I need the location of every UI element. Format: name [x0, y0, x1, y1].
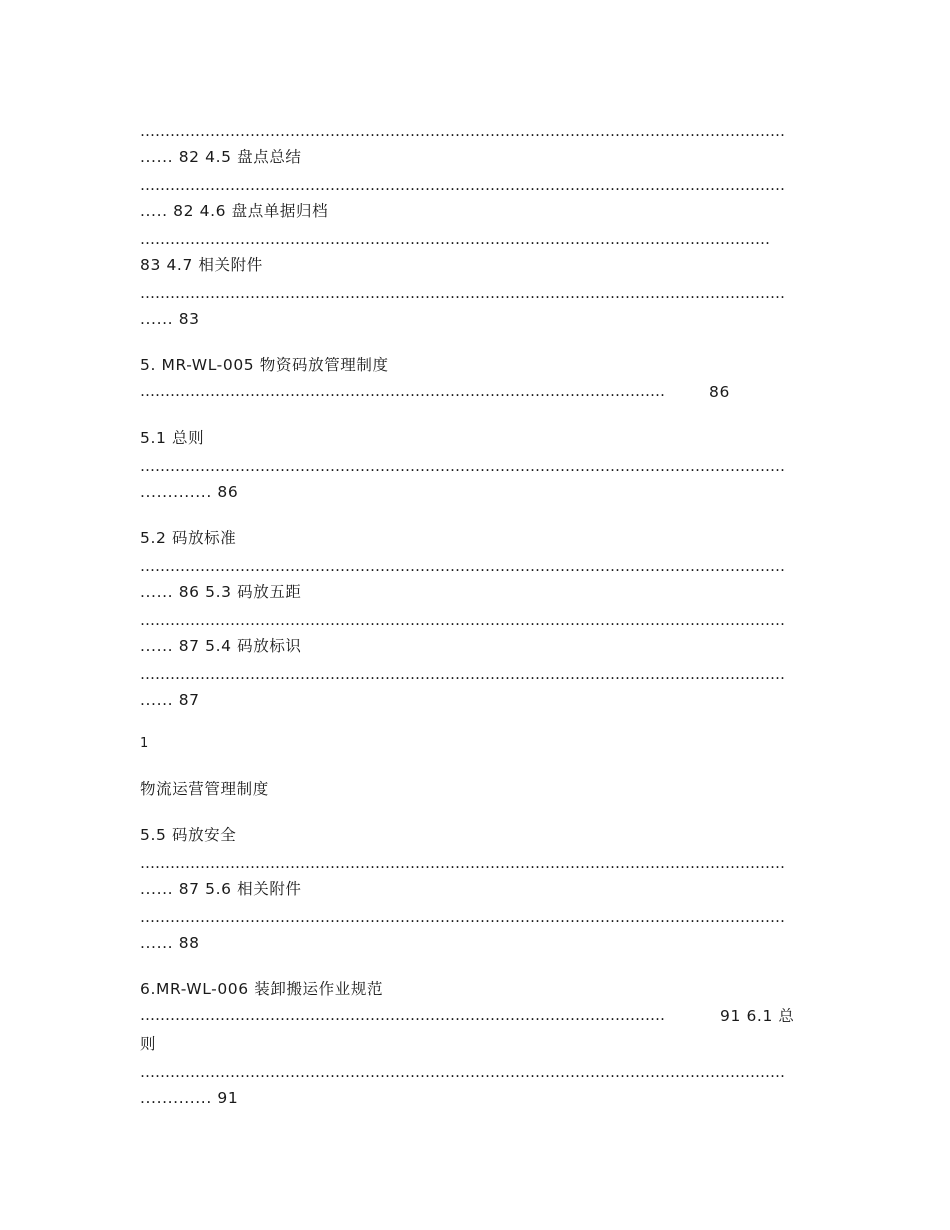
toc-entry-5-6: ...... 87 5.6 相关附件 [140, 880, 302, 898]
toc-entry-5-4: ...... 87 5.4 码放标识 [140, 637, 302, 655]
toc-leader-dots: ………………………………………………………………………………………………………………… [140, 122, 785, 140]
page-number: 1 [140, 736, 149, 751]
toc-leader-dots: ………………………………………………………………………………………………………………… [140, 908, 785, 926]
toc-chapter-6: 6.MR-WL-006 装卸搬运作业规范 [140, 980, 384, 998]
toc-leader-dots: ………………………………………………………………………………………………………………… [140, 854, 785, 872]
toc-leader-dots: ………………………………………………………………………………………………………………… [140, 1063, 785, 1081]
toc-entry-5-2: 5.2 码放标准 [140, 529, 237, 547]
toc-page-ref: 86 [709, 383, 730, 401]
toc-page-ref: ............. 86 [140, 483, 239, 501]
toc-leader-dots: ………………………………………………………………………………………………………………… [140, 611, 785, 629]
toc-entry-4-6: ..... 82 4.6 盘点单据归档 [140, 202, 329, 220]
toc-leader-dots: ………………………………………………………………………………………………………………… [140, 457, 785, 475]
toc-leader-dots: …………………………………………………………………………………………… [140, 1006, 665, 1024]
toc-page-ref: ............. 91 [140, 1089, 239, 1107]
toc-entry-6-1-wrap: 则 [140, 1035, 157, 1053]
toc-entry-5-5: 5.5 码放安全 [140, 826, 237, 844]
toc-leader-dots: ………………………………………………………………………………………………………………… [140, 176, 785, 194]
toc-entry-4-5: ...... 82 4.5 盘点总结 [140, 148, 302, 166]
toc-leader-dots: …………………………………………………………………………………………… [140, 382, 665, 400]
page-header-title: 物流运营管理制度 [140, 780, 269, 798]
toc-chapter-5: 5. MR-WL-005 物资码放管理制度 [140, 356, 389, 374]
toc-page-ref: ...... 87 [140, 691, 200, 709]
toc-entry-5-3: ...... 86 5.3 码放五距 [140, 583, 302, 601]
toc-entry-4-7: 83 4.7 相关附件 [140, 256, 263, 274]
toc-leader-dots: ………………………………………………………………………………………………………………… [140, 665, 785, 683]
toc-entry-5-1: 5.1 总则 [140, 429, 205, 447]
toc-page-ref: ...... 83 [140, 310, 200, 328]
toc-leader-dots: ………………………………………………………………………………………………………………… [140, 284, 785, 302]
toc-entry-6-1: 91 6.1 总 [720, 1007, 795, 1025]
toc-leader-dots: ………………………………………………………………………………………………………………… [140, 557, 785, 575]
toc-leader-dots: ……………………………………………………………………………………………………………… [140, 230, 770, 248]
toc-page-ref: ...... 88 [140, 934, 200, 952]
